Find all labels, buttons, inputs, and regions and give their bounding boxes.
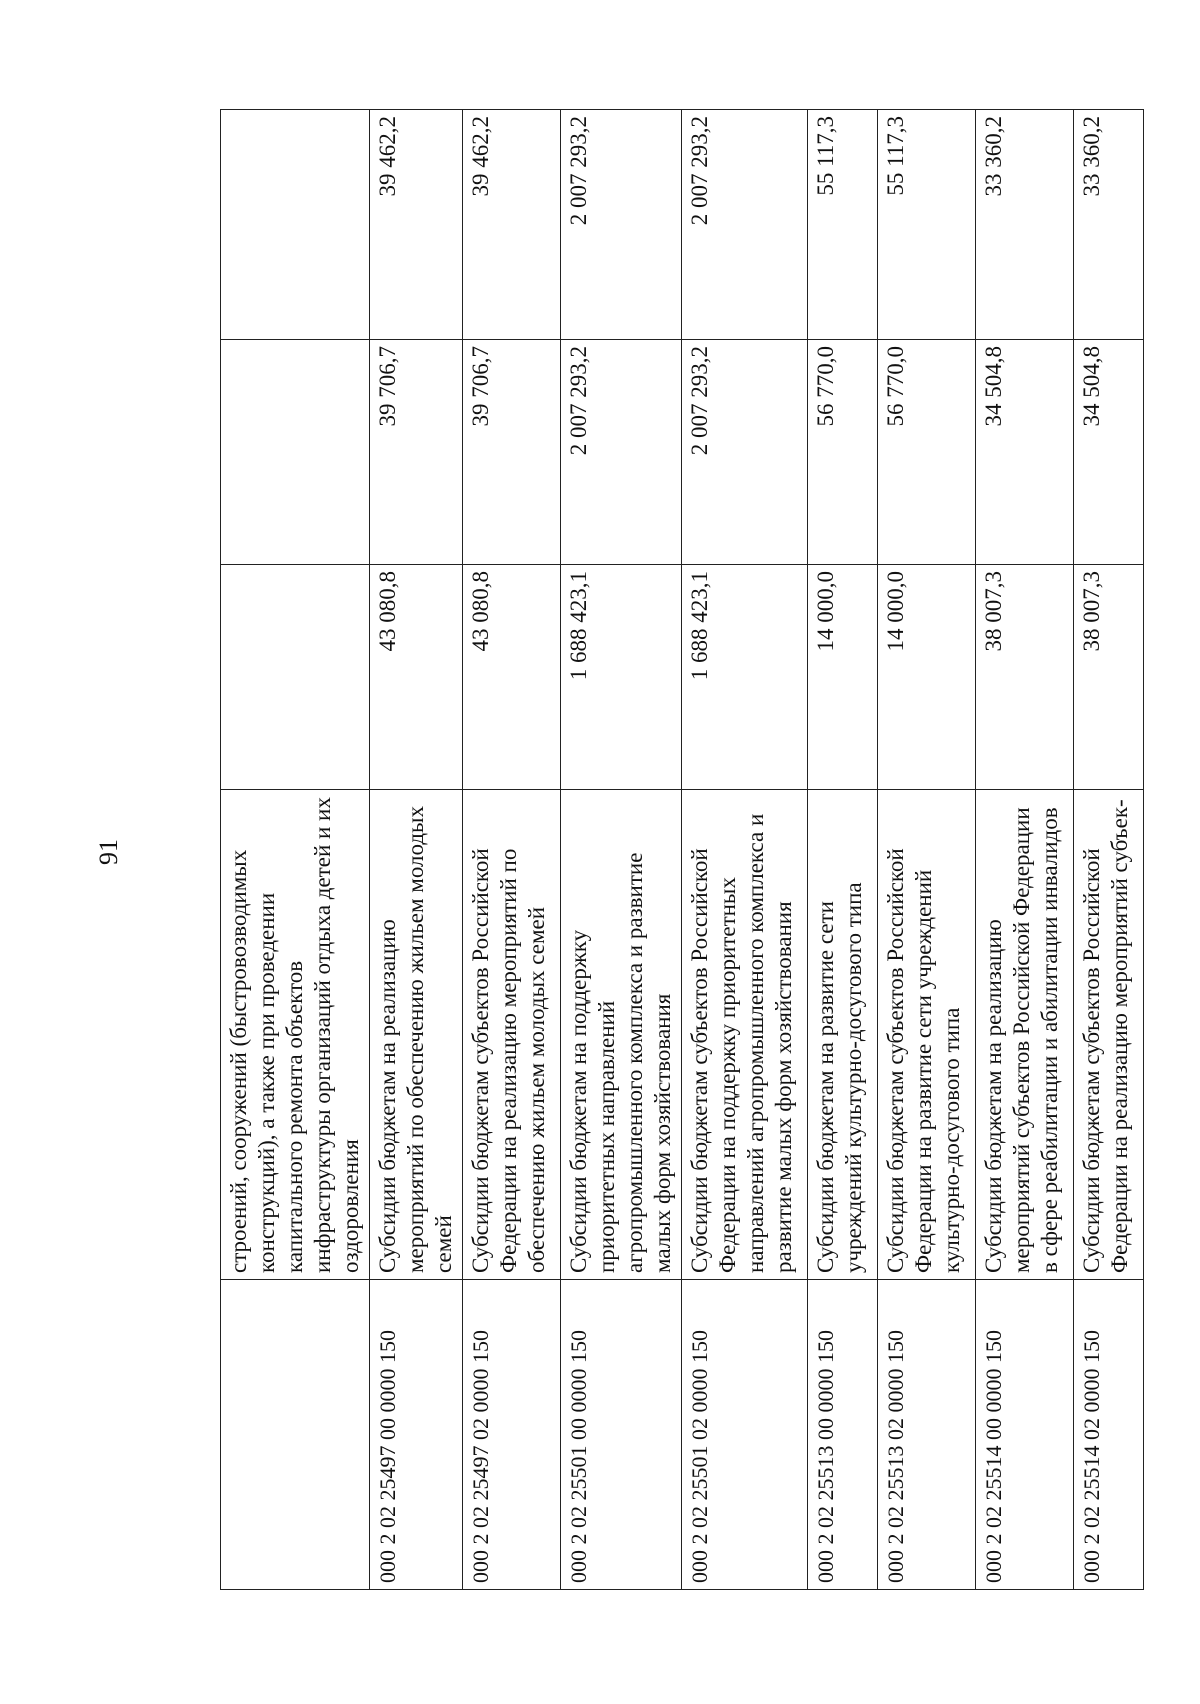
revenue-name-cell: Субсидии бюджетам на реализацию мероприятий по обеспечению жильем молодых семей: [370, 790, 463, 1280]
revenue-name-cell: Субсидии бюджетам субъектов Российской Федерации на реализацию мероприятий субъек-: [1074, 790, 1144, 1280]
amount-year-1-cell: 14 000,0: [878, 565, 976, 790]
amount-year-2-cell: 34 504,8: [1074, 340, 1144, 565]
amount-year-2-cell: 39 706,7: [370, 340, 463, 565]
amount-year-2-cell: 2 007 293,2: [682, 340, 808, 565]
budget-code-cell: 000 2 02 25514 00 0000 150: [976, 1280, 1074, 1590]
revenue-name-cell: Субсидии бюджетам субъектов Российской Федерации на реализацию мероприятий по обеспечению жильем молодых семей: [463, 790, 561, 1280]
budget-code-cell: [221, 1280, 370, 1590]
amount-year-3-cell: 33 360,2: [976, 110, 1074, 340]
budget-code-cell: 000 2 02 25497 02 0000 150: [463, 1280, 561, 1590]
amount-year-1-cell: 14 000,0: [808, 565, 878, 790]
budget-code-cell: 000 2 02 25497 00 0000 150: [370, 1280, 463, 1590]
table-row: [221, 110, 370, 1590]
table-row: [682, 110, 808, 1590]
budget-table: [220, 109, 1144, 1590]
table-row: [463, 110, 561, 1590]
amount-year-3-cell: 2 007 293,2: [561, 110, 682, 340]
revenue-name-cell: строений, сооружений (быстровозводимых конструкций), а также при проведении капитального ремонта объектов инфраструктуры организаций отдыха детей и их оздоровления: [221, 790, 370, 1280]
budget-code-cell: 000 2 02 25514 02 0000 150: [1074, 1280, 1144, 1590]
budget-code-cell: 000 2 02 25513 00 0000 150: [808, 1280, 878, 1590]
amount-year-2-cell: 39 706,7: [463, 340, 561, 565]
amount-year-3-cell: 39 462,2: [463, 110, 561, 340]
table-row: [976, 110, 1074, 1590]
amount-year-1-cell: [221, 565, 370, 790]
table-row: [808, 110, 878, 1590]
amount-year-1-cell: 38 007,3: [976, 565, 1074, 790]
page-number: 91: [94, 839, 123, 865]
revenue-name-cell: Субсидии бюджетам на развитие сети учреждений культурно-досугового типа: [808, 790, 878, 1280]
amount-year-2-cell: 56 770,0: [808, 340, 878, 565]
budget-code-cell: 000 2 02 25501 02 0000 150: [682, 1280, 808, 1590]
table-row: [1074, 110, 1144, 1590]
amount-year-1-cell: 1 688 423,1: [561, 565, 682, 790]
table-row: [370, 110, 463, 1590]
amount-year-1-cell: 38 007,3: [1074, 565, 1144, 790]
amount-year-2-cell: [221, 340, 370, 565]
amount-year-3-cell: 2 007 293,2: [682, 110, 808, 340]
revenue-name-cell: Субсидии бюджетам субъектов Российской Федерации на развитие сети учреждений культурно-досугового типа: [878, 790, 976, 1280]
amount-year-3-cell: [221, 110, 370, 340]
budget-code-cell: 000 2 02 25501 00 0000 150: [561, 1280, 682, 1590]
amount-year-1-cell: 1 688 423,1: [682, 565, 808, 790]
amount-year-1-cell: 43 080,8: [370, 565, 463, 790]
amount-year-2-cell: 2 007 293,2: [561, 340, 682, 565]
amount-year-3-cell: 39 462,2: [370, 110, 463, 340]
amount-year-3-cell: 55 117,3: [808, 110, 878, 340]
budget-table-rotator: [220, 110, 1130, 1590]
budget-code-cell: 000 2 02 25513 02 0000 150: [878, 1280, 976, 1590]
amount-year-2-cell: 34 504,8: [976, 340, 1074, 565]
amount-year-3-cell: 33 360,2: [1074, 110, 1144, 340]
revenue-name-cell: Субсидии бюджетам на реализацию мероприятий субъектов Российской Федерации в сфере реабилитации и абилитации инвалидов: [976, 790, 1074, 1280]
budget-table-container: [220, 110, 1130, 1590]
amount-year-3-cell: 55 117,3: [878, 110, 976, 340]
amount-year-2-cell: 56 770,0: [878, 340, 976, 565]
revenue-name-cell: Субсидии бюджетам на поддержку приоритетных направлений агропромышленного комплекса и развитие малых форм хозяйствования: [561, 790, 682, 1280]
amount-year-1-cell: 43 080,8: [463, 565, 561, 790]
table-row: [561, 110, 682, 1590]
table-row: [878, 110, 976, 1590]
revenue-name-cell: Субсидии бюджетам субъектов Российской Федерации на поддержку приоритетных направлений агропромышленного комплекса и развитие малых форм хозяйствования: [682, 790, 808, 1280]
